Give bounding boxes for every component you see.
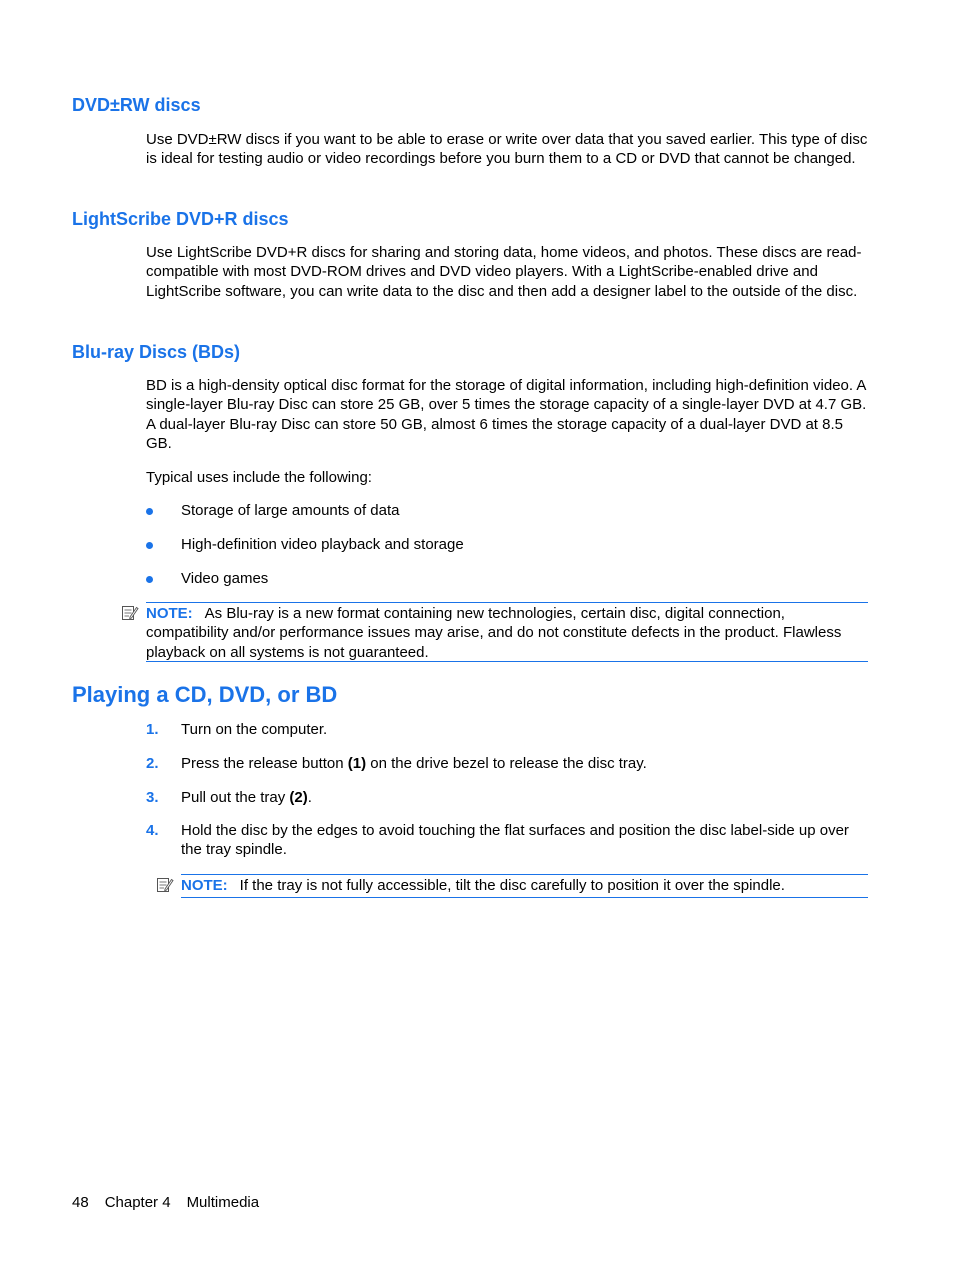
dvdrw-body: Use DVD±RW discs if you want to be able to erase or write over data that you saved earlier. This type of disc is ideal for testing audio or video recordings before you burn them to a CD or DVD that cannot be changed. bbox=[146, 131, 868, 168]
list-item-text: Video games bbox=[181, 570, 269, 587]
page-footer bbox=[72, 1193, 275, 1212]
heading-playing: Playing a CD, DVD, or BD bbox=[72, 682, 338, 707]
note-label: NOTE: bbox=[146, 605, 193, 622]
lightscribe-body: Use LightScribe DVD+R discs for sharing and storing data, home videos, and photos. These discs are read-compatible with most DVD-ROM drives and DVD video players. With a LightScribe-enabled drive and LightScribe software, you can write data to the disc and then add a designer label to the outside of the disc. bbox=[146, 244, 862, 300]
step-text: Pull out the tray (2). bbox=[181, 789, 312, 806]
list-item-text: High-definition video playback and storage bbox=[181, 536, 464, 553]
bullet-icon bbox=[146, 576, 153, 583]
step-number: 2. bbox=[146, 755, 159, 772]
step-number: 3. bbox=[146, 789, 159, 806]
note-pad-icon bbox=[156, 876, 174, 894]
chapter-title: Multimedia bbox=[186, 1194, 260, 1211]
note-pad-icon bbox=[121, 604, 139, 622]
page-number: 48 bbox=[72, 1194, 89, 1211]
heading-bluray: Blu-ray Discs (BDs) bbox=[72, 342, 241, 362]
heading-lightscribe: LightScribe DVD+R discs bbox=[72, 209, 289, 229]
step-text: Press the release button (1) on the drive bezel to release the disc tray. bbox=[181, 755, 647, 772]
step-number: 1. bbox=[146, 721, 159, 738]
heading-dvdrw: DVD±RW discs bbox=[72, 95, 201, 115]
step-text: Hold the disc by the edges to avoid touching the flat surfaces and position the disc label-side up over the tray spindle. bbox=[181, 822, 849, 859]
bullet-icon bbox=[146, 542, 153, 549]
step-text: Turn on the computer. bbox=[181, 721, 328, 738]
note-bluray bbox=[146, 602, 868, 662]
chapter-label: Chapter 4 bbox=[104, 1194, 171, 1211]
list-item-text: Storage of large amounts of data bbox=[181, 502, 400, 519]
step-number: 4. bbox=[146, 822, 159, 839]
bluray-uses-intro: Typical uses include the following: bbox=[146, 469, 372, 486]
bullet-icon bbox=[146, 508, 153, 515]
note-text: If the tray is not fully accessible, tilt the disc carefully to position it over the spindle. bbox=[239, 877, 785, 894]
note-text: As Blu-ray is a new format containing new technologies, certain disc, digital connection, compatibility and/or performance issues may arise, and do not constitute defects in the product. Flawless playback on all systems is not guaranteed. bbox=[146, 605, 842, 661]
note-label: NOTE: bbox=[181, 877, 228, 894]
note-tray bbox=[181, 874, 868, 898]
bluray-body: BD is a high-density optical disc format for the storage of digital information, including high-definition video. A single-layer Blu-ray Disc can store 25 GB, over 5 times the storage capacity of a single-layer DVD at 4.7 GB. A dual-layer Blu-ray Disc can store 50 GB, almost 6 times the storage capacity of a dual-layer DVD at 8.5 GB. bbox=[146, 377, 867, 453]
